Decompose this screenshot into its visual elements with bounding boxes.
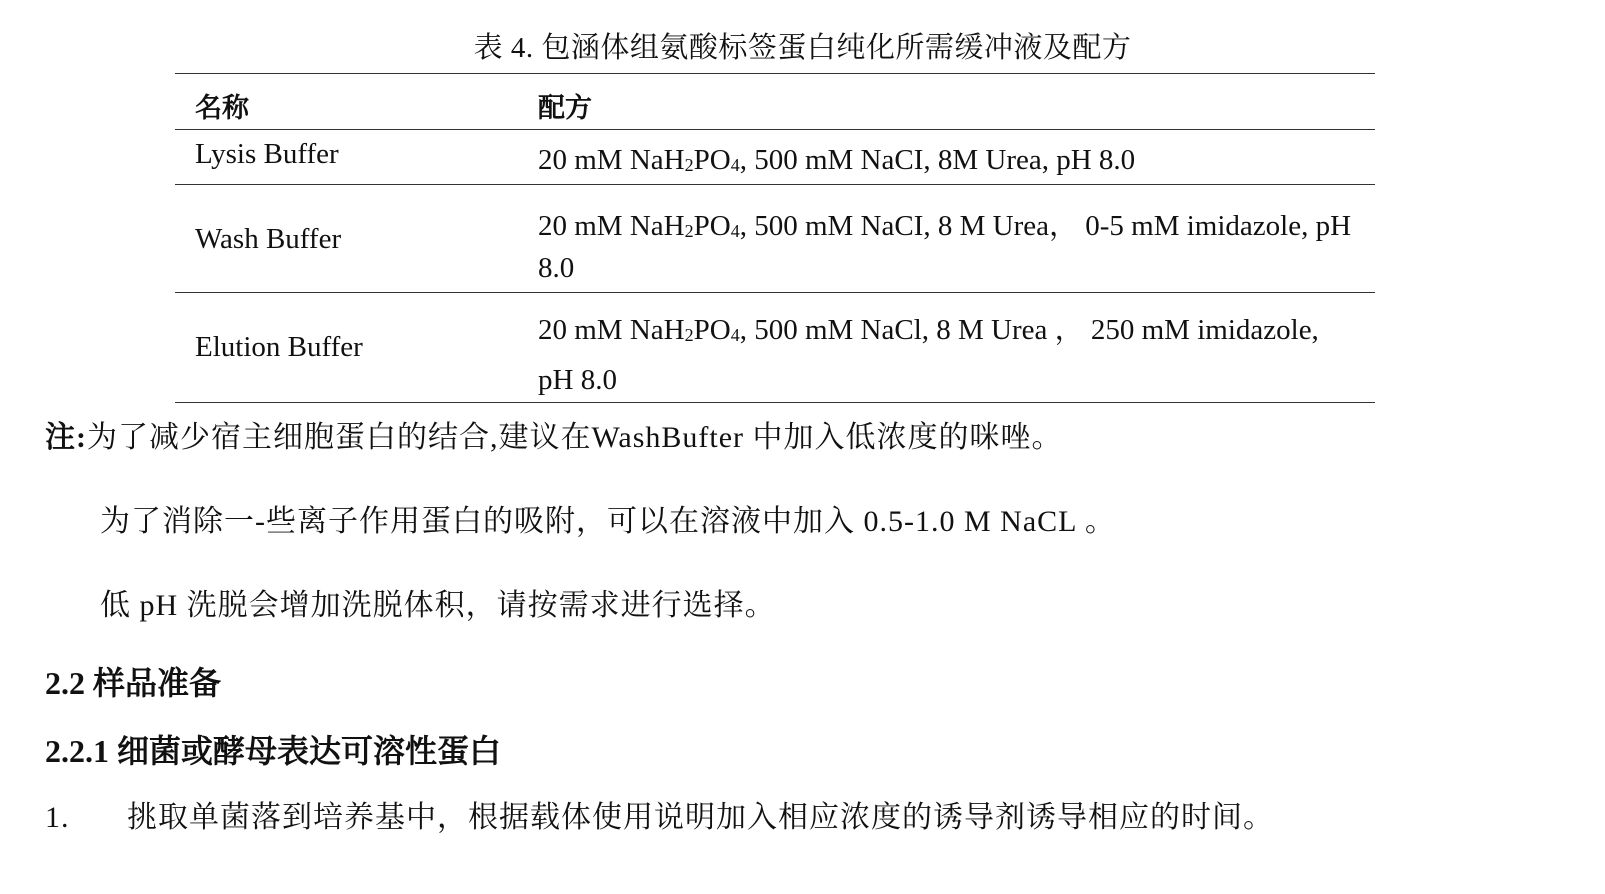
buffer-table: [175, 73, 1375, 403]
formula-subscript: 4: [730, 155, 740, 175]
table-header-row: [175, 74, 1375, 130]
buffer-formula: [538, 205, 1358, 289]
buffer-name: Elution Buffer: [195, 331, 363, 363]
formula-text: PO: [693, 210, 731, 242]
note-paragraph-2: 为了消除一-些离子作用蛋白的吸附，可以在溶液中加入 0.5-1.0 M NaCL 。: [100, 505, 1116, 538]
formula-subscript: 2: [684, 325, 694, 345]
subsection-heading: 2.2.1 细菌或酵母表达可溶性蛋白: [45, 733, 502, 769]
formula-text: 20 mM NaH: [538, 144, 685, 176]
header-name: 名称: [195, 93, 249, 124]
list-item-number: 1.: [45, 801, 70, 834]
list-item: [45, 798, 1274, 838]
section-heading: 2.2 样品准备: [45, 665, 222, 701]
formula-text: , 500 mM NaCl, 8 M Urea ， 250 mM imidazole, pH 8.0: [538, 314, 1319, 396]
formula-text: , 500 mM NaCI, 8 M Urea， 0-5 mM imidazole, pH 8.0: [538, 210, 1352, 284]
formula-text: , 500 mM NaCI, 8M Urea, pH 8.0: [739, 144, 1136, 176]
formula-text: PO: [693, 144, 731, 176]
header-formula: 配方: [538, 93, 592, 124]
formula-subscript: 2: [684, 155, 694, 175]
buffer-formula: [538, 305, 1358, 405]
note-label: 注:: [45, 421, 87, 454]
note-paragraph-1: [45, 418, 1063, 458]
formula-subscript: 4: [730, 221, 740, 241]
table-row: [175, 130, 1375, 185]
table-caption: 表 4. 包涵体组氨酸标签蛋白纯化所需缓冲液及配方: [473, 32, 1132, 64]
formula-subscript: 2: [684, 221, 694, 241]
formula-subscript: 4: [730, 325, 740, 345]
table-row: [175, 185, 1375, 293]
formula-text: 20 mM NaH: [538, 314, 685, 346]
note-paragraph-3: 低 pH 洗脱会增加洗脱体积，请按需求进行选择。: [100, 589, 776, 622]
buffer-formula: [538, 144, 1358, 177]
formula-text: PO: [693, 314, 731, 346]
formula-text: 20 mM NaH: [538, 210, 685, 242]
note-text: 为了减少宿主细胞蛋白的结合,建议在WashBufter 中加入低浓度的咪唑。: [87, 421, 1063, 454]
table-row: [175, 293, 1375, 402]
buffer-name: Wash Buffer: [195, 223, 342, 255]
buffer-name: Lysis Buffer: [195, 138, 339, 170]
list-item-text: 挑取单菌落到培养基中，根据载体使用说明加入相应浓度的诱导剂诱导相应的时间。: [127, 801, 1274, 834]
